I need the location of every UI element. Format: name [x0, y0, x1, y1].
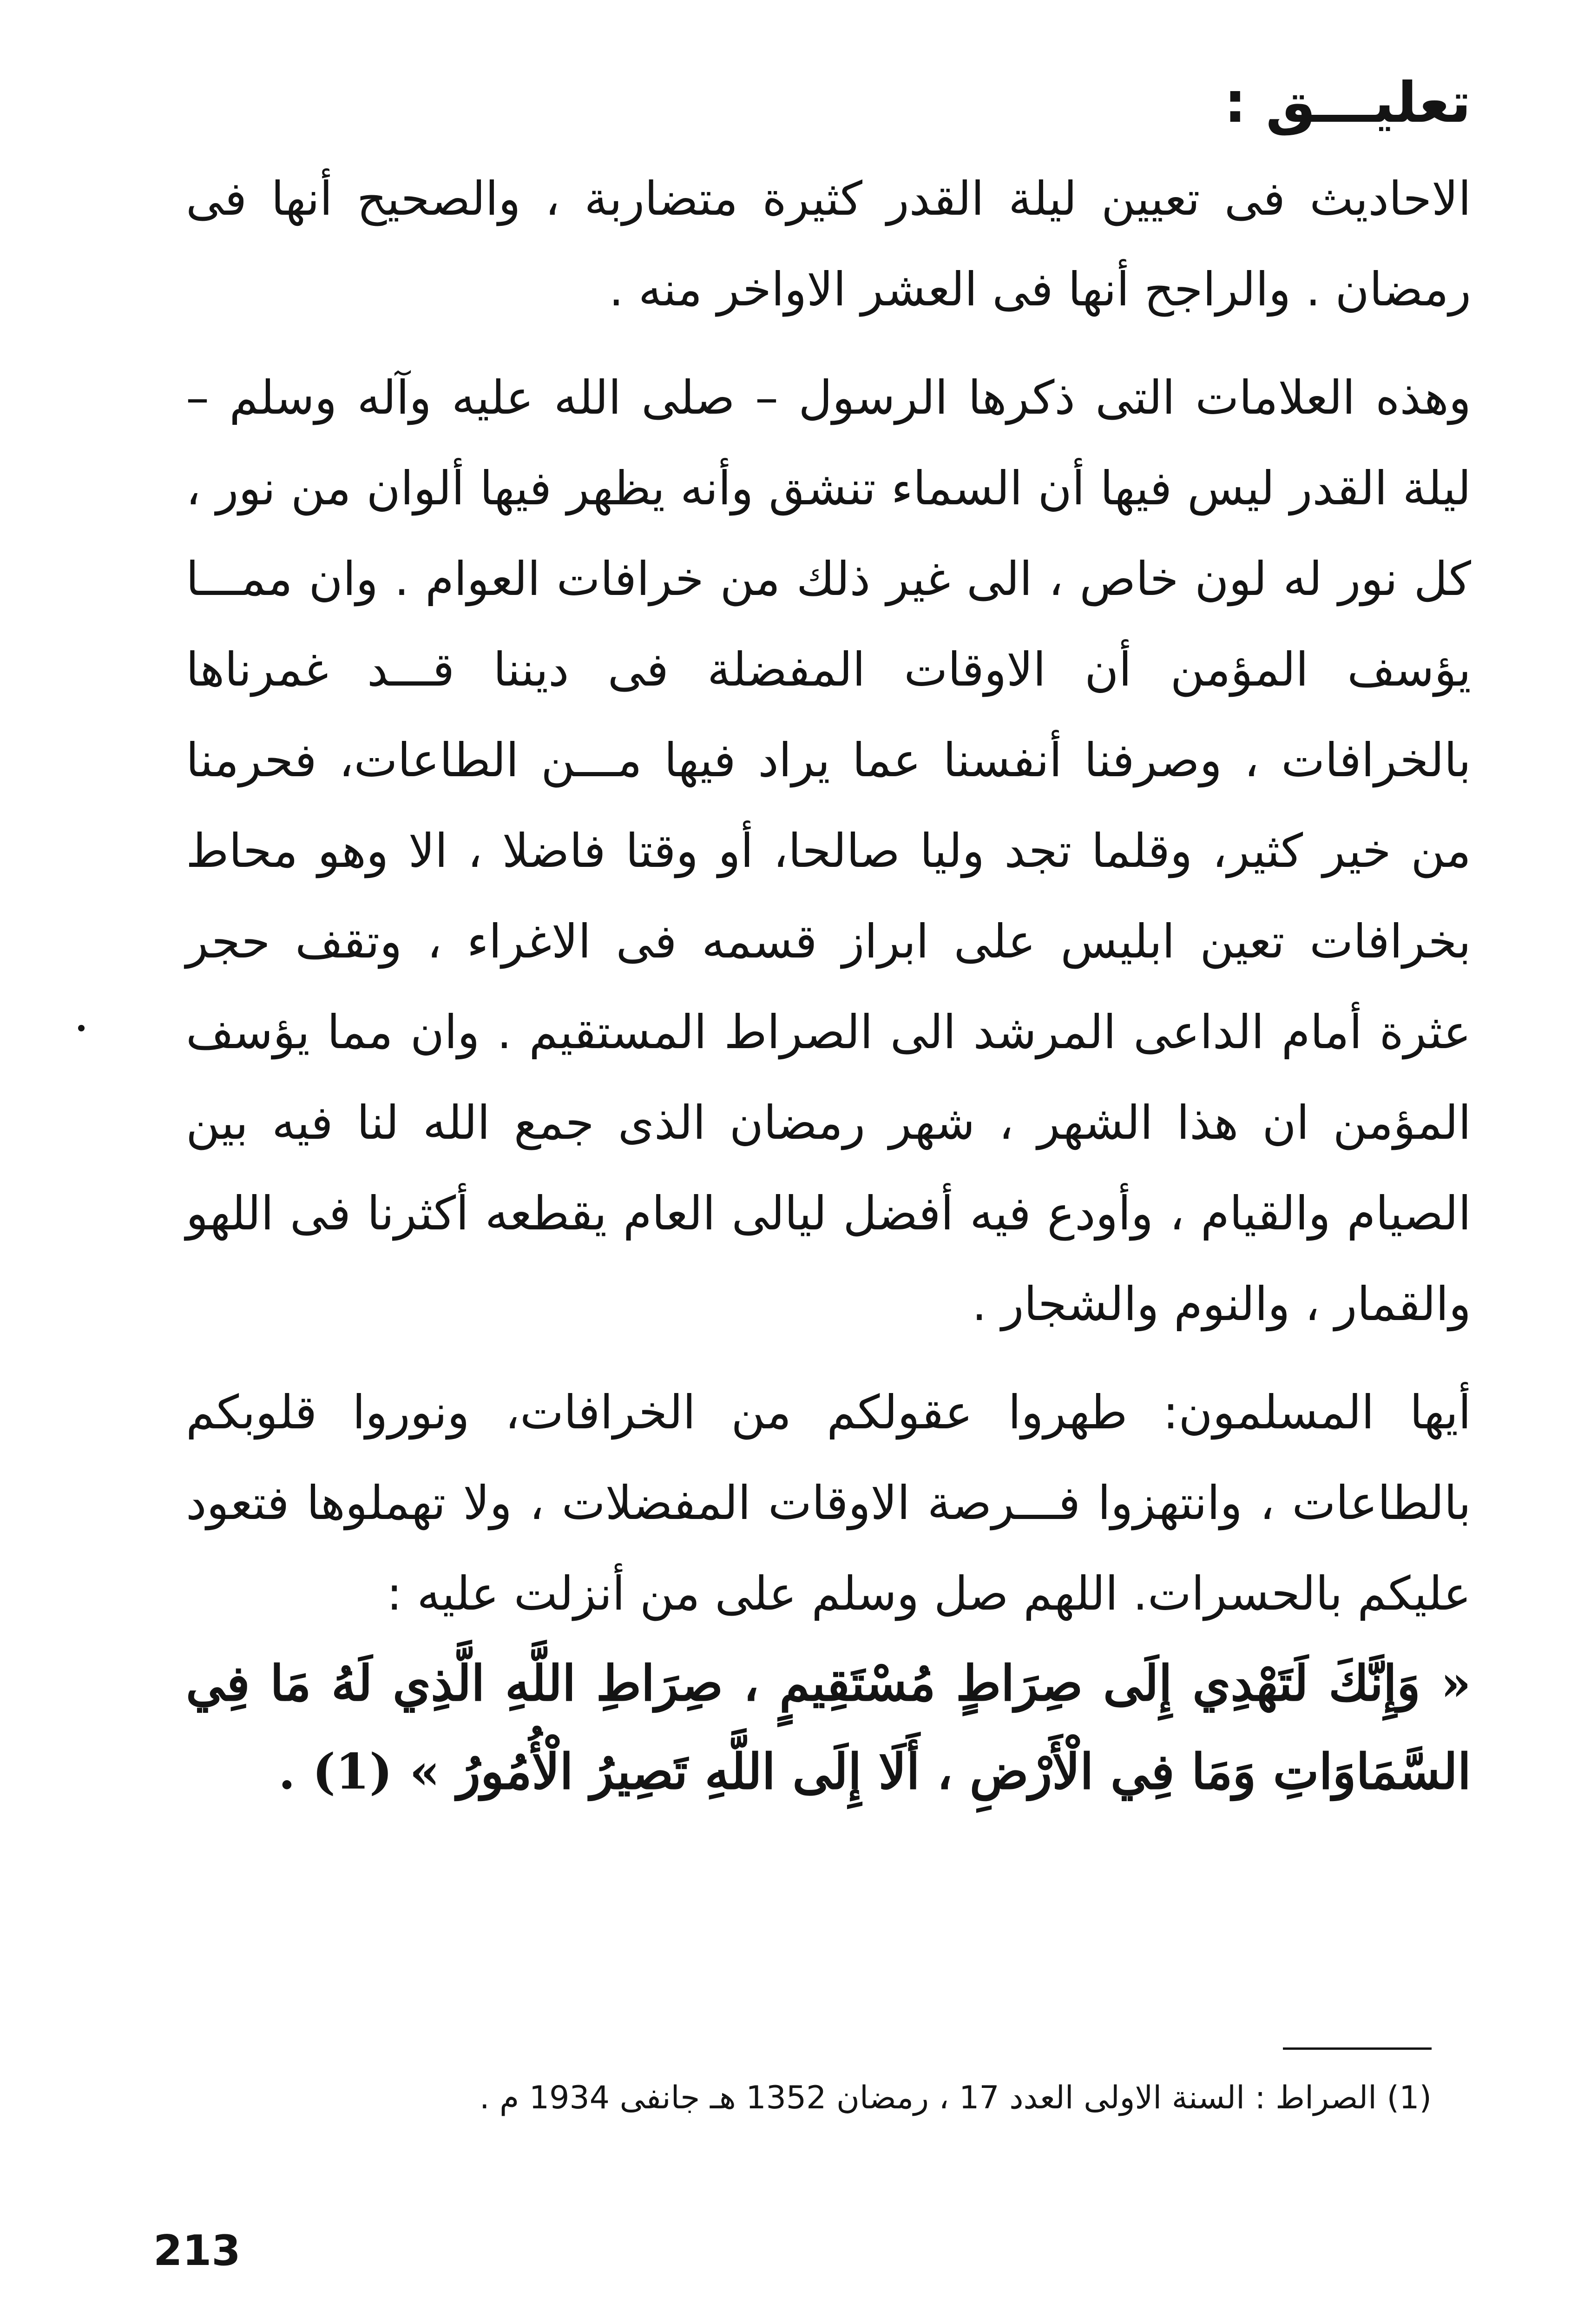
- paragraph-1: الاحاديث فى تعيين ليلة القدر كثيرة متضاربة ، والصحيح أنها فى رمضان . والراجح أنها فى العشر الاواخر منه .: [186, 172, 1471, 317]
- paragraph-3: أيها المسلمون: طهروا عقولكم من الخرافات، ونوروا قلوبكم بالطاعات ، وانتهزوا فـــرصة الاوقات المفضلات ، ولا تهملوها فتعود عليكم بالحسرات. اللهم صل وسلم على من أنزلت عليه :: [186, 1385, 1471, 1621]
- footnote: (1) الصراط : السنة الاولى العدد 17 ، رمضان 1352 هـ جانفى 1934 م .: [479, 2080, 1432, 2116]
- page-number: 213: [153, 2226, 241, 2275]
- paragraph-2: وهذه العلامات التى ذكرها الرسول – صلى الله عليه وآله وسلم – ليلة القدر ليس فيها أن السماء تنشق وأنه يظهر فيها ألوان من نور ، كل نور له لون خاص ، الى غير ذلك من خرافات العوام . وان ممـــا يؤسف المؤمن أن الاوقات المفضلة فى ديننا قـــد غمرناها بالخرافات ، وصرفنا أنفسنا عما يراد فيها مـــن الطاعات، فحرمنا من خير كثير، وقلما تجد وليا صالحا، أو وقتا فاضلا ، الا وهو محاط بخرافات تعين ابليس على ابراز قسمه فى الاغراء ، وتقف حجر عثرة أمام الداعى المرشد الى الصراط المستقيم . وان مما يؤسف المؤمن ان هذا الشهر ، شهر رمضان الذى جمع الله لنا فيه بين الصيام والقيام ، وأودع فيه أفضل ليالى العام يقطعه أكثرنا فى اللهو والقمار ، والنوم والشجار .: [186, 370, 1471, 1331]
- section-heading: تعليـــق :: [1224, 71, 1471, 135]
- footnote-divider: [1283, 2047, 1432, 2050]
- body-text: [186, 153, 1471, 1816]
- print-speck: [78, 1025, 85, 1031]
- quran-verse: « وَإِنَّكَ لَتَهْدِي إِلَى صِرَاطٍ مُسْتَقِيمٍ ، صِرَاطِ اللَّهِ الَّذِي لَهُ مَا فِي السَّمَاوَاتِ وَمَا فِي الْأَرْضِ ، أَلَا إِلَى اللَّهِ تَصِيرُ الْأُمُورُ » (1) .: [186, 1654, 1471, 1800]
